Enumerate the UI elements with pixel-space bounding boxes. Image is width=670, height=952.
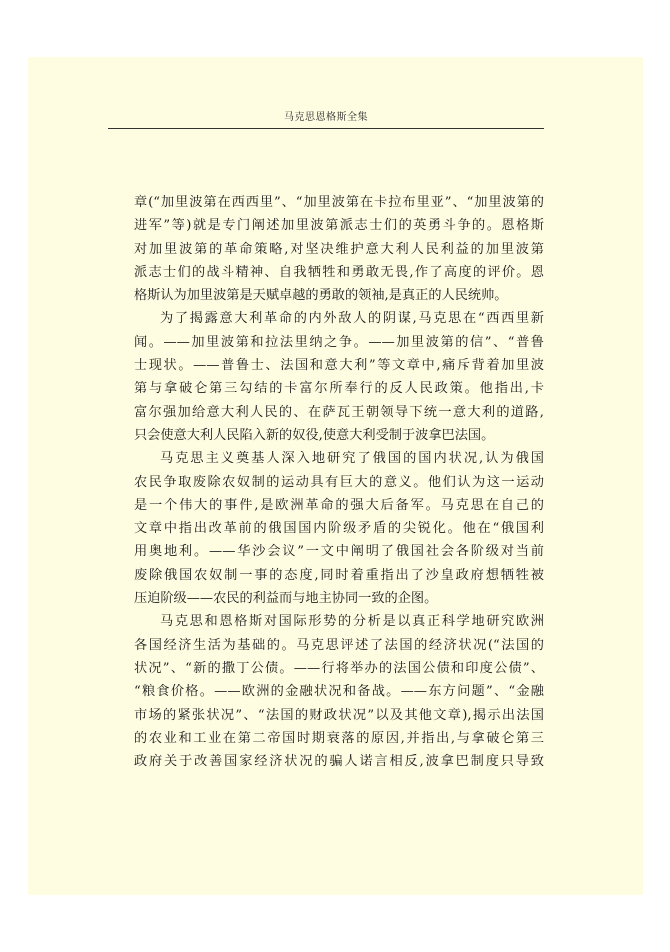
paragraph-1-line: 格斯认为加里波第是天赋卓越的勇敢的领袖,是真正的人民统帅。 [134,288,508,304]
paragraph-4-line: 马克思和恩格斯对国际形势的分析是以真正科学地研究欧洲 [160,614,544,630]
paragraph-3-line: 马克思主义奠基人深入地研究了俄国的国内状况,认为俄国 [160,451,544,467]
paragraph-4-line: 市场的紧张状况”、“法国的财政状况”以及其他文章),揭示出法国 [134,707,544,723]
paragraph-4-line: 状况”、“新的撒丁公债。——行将举办的法国公债和印度公债”、 [134,660,544,676]
paragraph-2-line: 闻。——加里波第和拉法里纳之争。——加里波第的信”、“普鲁 [134,334,544,350]
paragraph-1-line: 章(“加里波第在西西里”、“加里波第在卡拉布里亚”、“加里波第的 [134,195,544,210]
paragraph-3-line: 用奥地利。——华沙会议”一文中阐明了俄国社会各阶级对当前 [134,544,544,560]
paragraph-2-line: 只会使意大利人民陷入新的奴役,使意大利受制于波拿巴法国。 [134,427,495,443]
body-text [134,191,544,773]
paragraph-4-line: 政府关于改善国家经济状况的骗人诺言相反,波拿巴制度只导致 [134,754,544,770]
paragraph-2-line: 士现状。——普鲁士、法国和意大利”等文章中,痛斥背着加里波 [134,358,544,374]
paragraph-3-line: 废除俄国农奴制一事的态度,同时着重指出了沙皇政府想牺牲被 [134,567,544,583]
paragraph-2-line: 富尔强加给意大利人民的、在萨瓦王朝领导下统一意大利的道路, [134,404,544,420]
paragraph-2-line: 第与拿破仑第三勾结的卡富尔所奉行的反人民政策。他指出,卡 [134,381,544,397]
paragraph-3-line: 是一个伟大的事件,是欧洲革命的强大后备军。马克思在自己的 [134,497,544,513]
paragraph-3-line: 农民争取废除农奴制的运动具有巨大的意义。他们认为这一运动 [134,474,544,490]
paragraph-4-line: 各国经济生活为基础的。马克思评述了法国的经济状况(“法国的 [134,637,544,653]
running-header: 马克思恩格斯全集 [284,112,368,123]
paragraph-3-line: 文章中指出改革前的俄国国内阶级矛盾的尖锐化。他在“俄国利 [134,521,544,537]
paragraph-1-line: 对加里波第的革命策略,对坚决维护意大利人民利益的加里波第 [134,241,544,257]
header-rule [108,128,544,129]
paragraph-4-line: 的农业和工业在第二帝国时期衰落的原因,并指出,与拿破仑第三 [134,730,544,746]
paragraph-4-line: “粮食价格。——欧洲的金融状况和备战。——东方问题”、“金融 [134,684,544,700]
paragraph-2-line: 为了揭露意大利革命的内外敌人的阴谋,马克思在“西西里新 [160,311,544,327]
paragraph-1-line: 进军”等)就是专门阐述加里波第派志士们的英勇斗争的。恩格斯 [134,218,544,234]
paragraph-3-line: 压迫阶级——农民的利益而与地主协同一致的企图。 [134,591,438,607]
paragraph-1-line: 派志士们的战斗精神、自我牺牲和勇敢无畏,作了高度的评价。恩 [134,264,544,280]
